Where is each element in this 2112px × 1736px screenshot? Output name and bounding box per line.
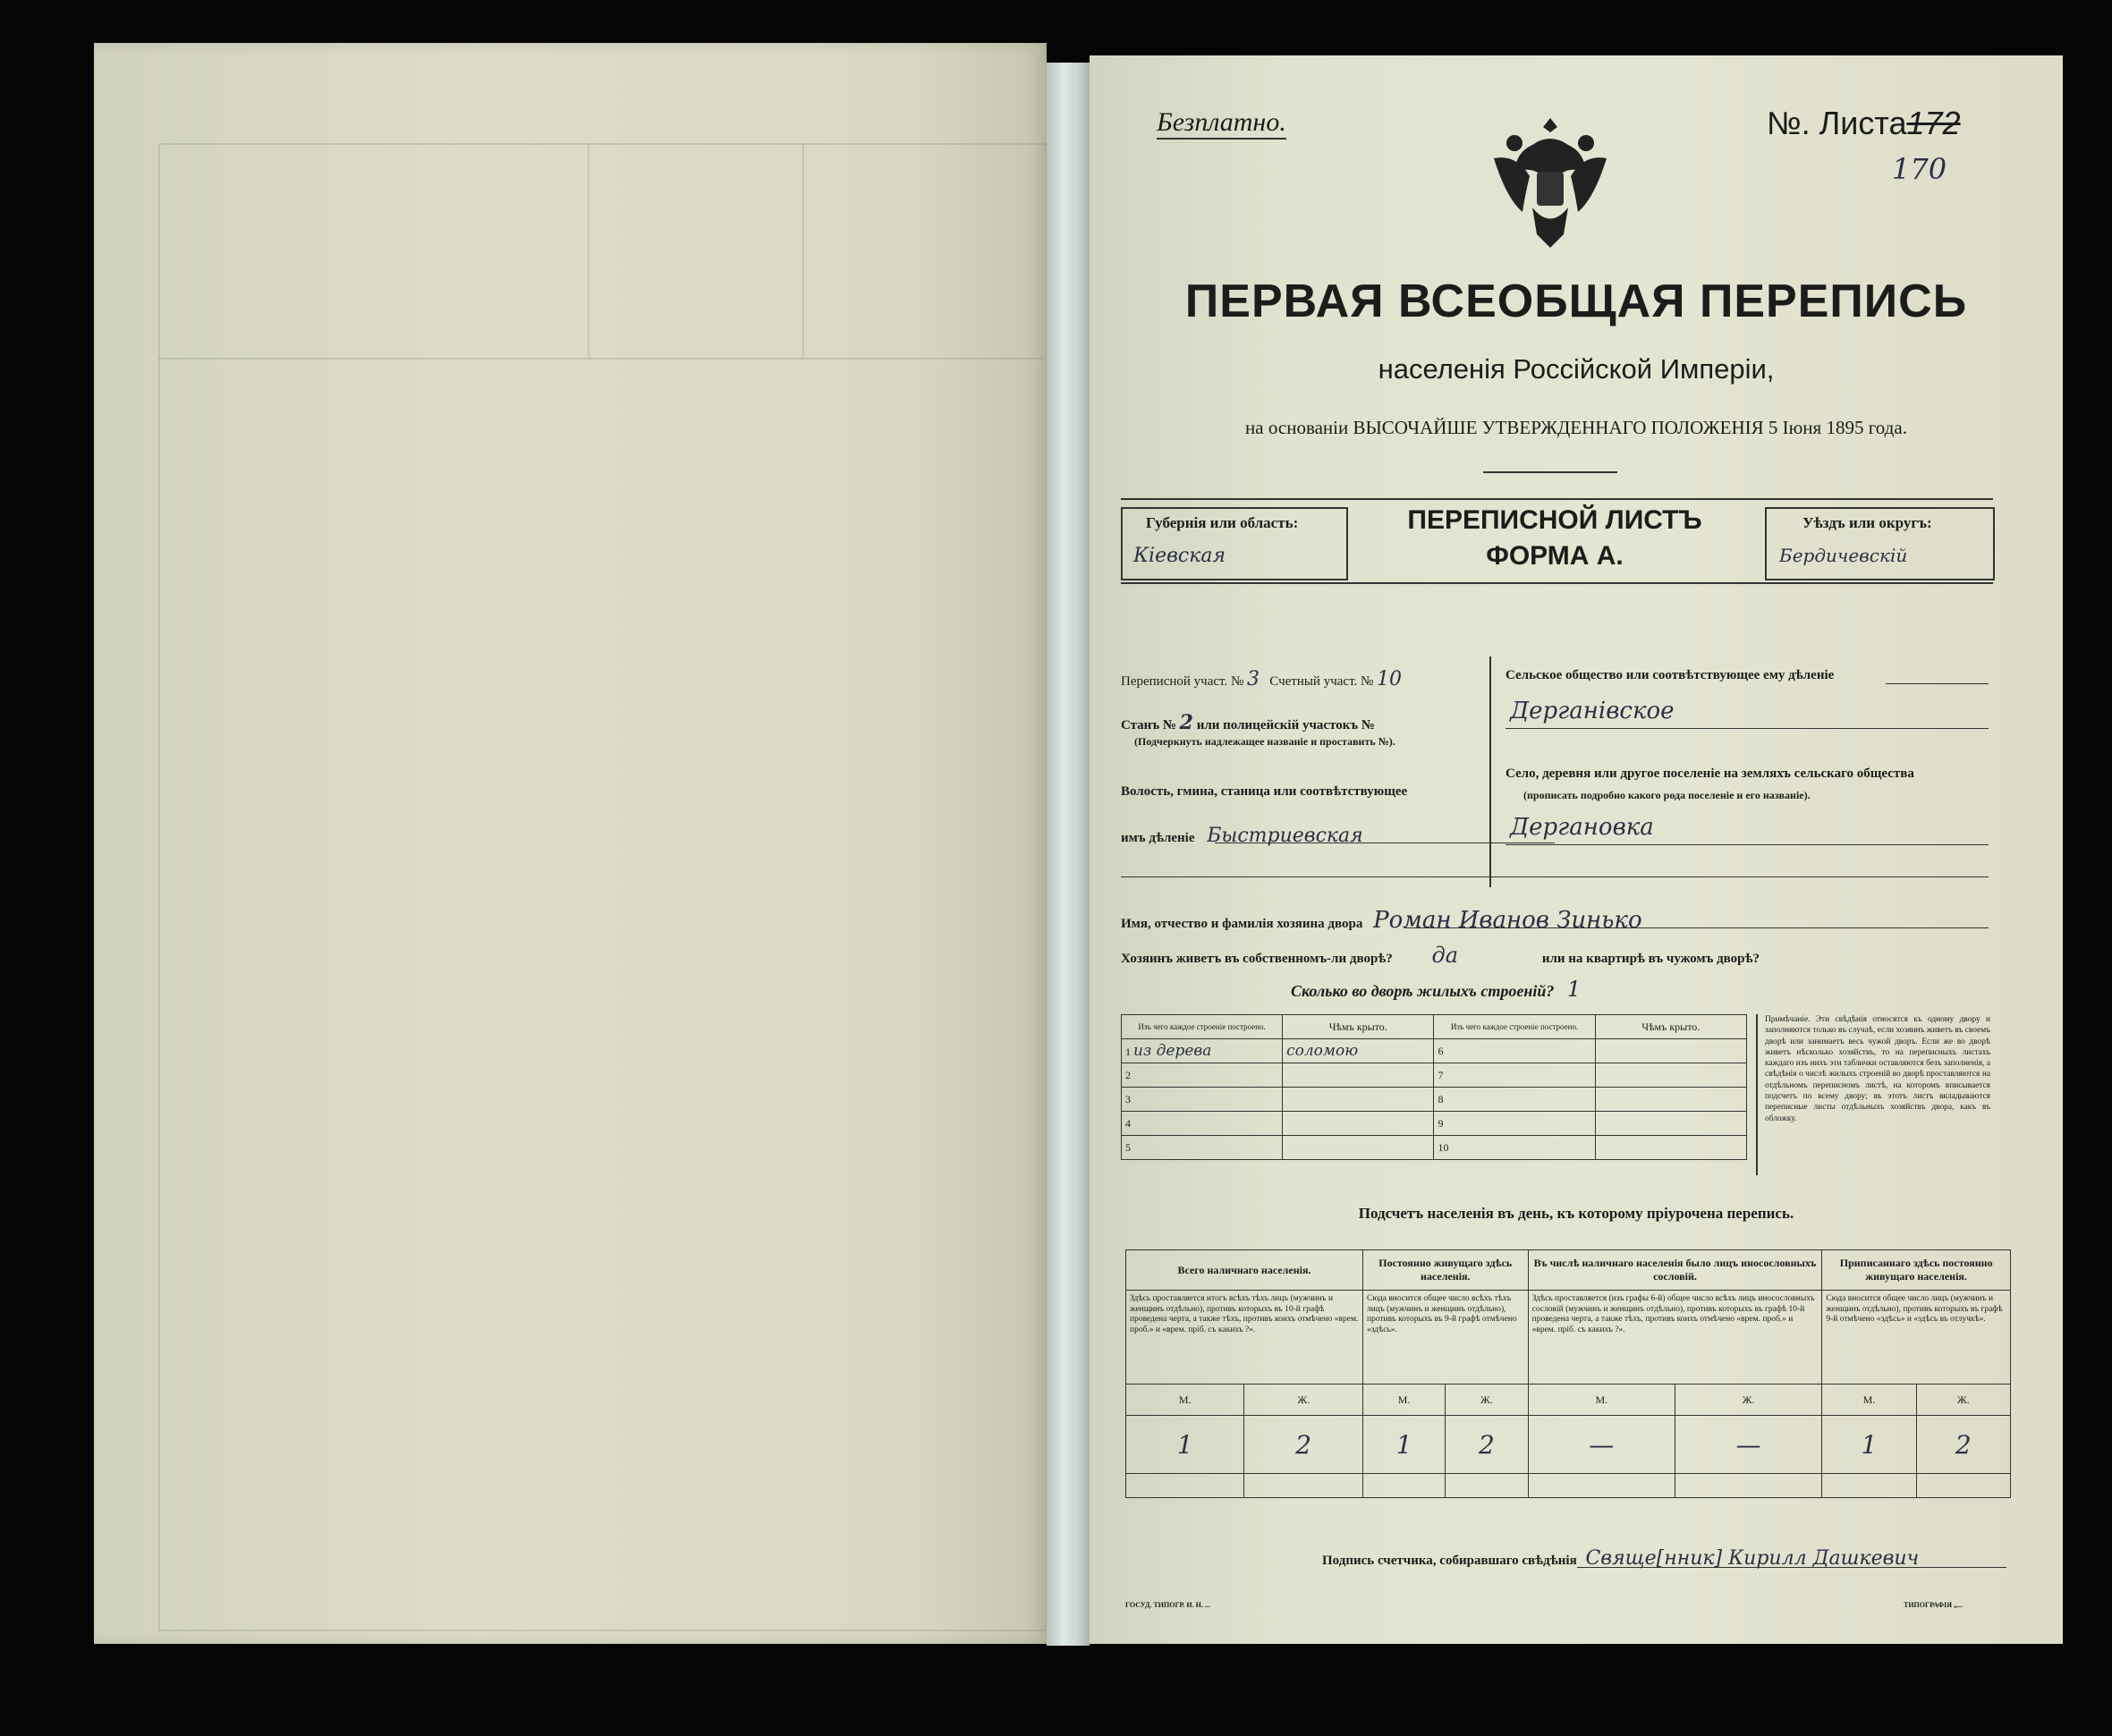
district-box bbox=[1765, 507, 1995, 580]
ghost-column bbox=[802, 143, 804, 358]
row-cell bbox=[1434, 1063, 1595, 1088]
summary-empty-cell bbox=[1126, 1474, 1244, 1498]
material-value: из дерева bbox=[1133, 1042, 1212, 1060]
summary-col-header: Всего наличнаго населенія. bbox=[1126, 1250, 1363, 1291]
district-value: Бердичевскій bbox=[1779, 545, 1908, 566]
roof-cell bbox=[1595, 1039, 1746, 1063]
roof-cell bbox=[1595, 1088, 1746, 1112]
roof-cell bbox=[1283, 1112, 1434, 1136]
stan-field bbox=[1121, 711, 1375, 734]
summary-value: 1 bbox=[1126, 1416, 1244, 1474]
female-label: Ж. bbox=[1446, 1385, 1528, 1416]
summary-empty-cell bbox=[1362, 1474, 1445, 1498]
owner-value: Роман Иванов Зинько bbox=[1373, 907, 1642, 934]
village-value-line bbox=[1506, 844, 1989, 845]
male-label: М. bbox=[1362, 1385, 1445, 1416]
ghost-column bbox=[588, 143, 589, 358]
female-label: Ж. bbox=[1244, 1385, 1362, 1416]
summary-empty-cell bbox=[1916, 1474, 2010, 1498]
buildings-table bbox=[1121, 1014, 1747, 1160]
roof-cell bbox=[1283, 1136, 1434, 1160]
province-box bbox=[1121, 507, 1348, 580]
summary-header-row bbox=[1126, 1250, 2011, 1291]
sheet-number-text: №. Листа bbox=[1767, 105, 1907, 141]
summary-col-header: Приписаннаго здѣсь постоянно живущаго населенія. bbox=[1822, 1250, 2011, 1291]
table-row bbox=[1122, 1088, 1747, 1112]
signature-underline bbox=[1577, 1567, 2006, 1568]
table-row bbox=[1122, 1039, 1747, 1063]
roof-cell bbox=[1595, 1136, 1746, 1160]
summary-value: 1 bbox=[1822, 1416, 1916, 1474]
row-number: 6 bbox=[1438, 1044, 1444, 1057]
summary-empty-cell bbox=[1675, 1474, 1821, 1498]
society-value-line bbox=[1506, 728, 1989, 729]
counting-section-label: Счетный участ. № bbox=[1269, 674, 1374, 689]
society-value: Дерганівское bbox=[1510, 698, 1675, 724]
roof-cell bbox=[1595, 1063, 1746, 1088]
summary-value: — bbox=[1675, 1416, 1821, 1474]
summary-empty-cell bbox=[1244, 1474, 1362, 1498]
summary-title: Подсчетъ населенія въ день, къ которому пріурочена перепись. bbox=[1358, 1205, 1794, 1222]
village-label: Село, деревня или другое поселеніе на земляхъ сельскаго общества bbox=[1506, 766, 1914, 781]
society-underline bbox=[1886, 683, 1989, 684]
row-number: 10 bbox=[1438, 1140, 1449, 1154]
summary-value: — bbox=[1528, 1416, 1675, 1474]
roof-cell bbox=[1283, 1088, 1434, 1112]
province-value: Кіевская bbox=[1133, 545, 1226, 567]
summary-col-header: Постоянно живущаго здѣсь населенія. bbox=[1362, 1250, 1528, 1291]
table-row bbox=[1122, 1112, 1747, 1136]
own-house-label: Хозяинъ живетъ въ собственномъ-ли дворѣ? bbox=[1121, 952, 1393, 966]
rent-label: или на квартирѣ въ чужомъ дворѣ? bbox=[1541, 952, 1760, 966]
summary-value: 2 bbox=[1446, 1416, 1528, 1474]
district-label: Уѣздъ или округъ: bbox=[1802, 514, 1932, 531]
buildings-label: Сколько во дворѣ жилыхъ строеній? bbox=[1291, 982, 1555, 1000]
buildings-field bbox=[1291, 977, 1581, 1002]
row-number: 3 bbox=[1125, 1092, 1131, 1105]
stan-value: 2 bbox=[1179, 711, 1193, 734]
roof-cell bbox=[1595, 1112, 1746, 1136]
row-cell bbox=[1122, 1088, 1283, 1112]
sheet-number-handwritten: 170 bbox=[1892, 152, 1947, 186]
society-label: Сельское общество или соотвѣтствующее ему дѣленіе bbox=[1506, 668, 1835, 682]
summary-col-desc: Здѣсь проставляется итогъ всѣхъ тѣхъ лицъ (мужчинъ и женщинъ отдѣльно), противъ которыхъ въ 10-й графѣ проведена черта, а также тѣхъ, противъ коихъ отмѣчено «врем. проб.» и «врем. пріб. съ какихъ ?». bbox=[1126, 1291, 1363, 1385]
row-cell bbox=[1122, 1112, 1283, 1136]
summary-desc-row bbox=[1126, 1291, 2011, 1385]
col-material-2: Изъ чего каждое строеніе построено. bbox=[1434, 1015, 1595, 1039]
row-cell bbox=[1434, 1112, 1595, 1136]
summary-table bbox=[1125, 1249, 2011, 1498]
census-sheet bbox=[1090, 55, 2063, 1644]
female-label: Ж. bbox=[1916, 1385, 2010, 1416]
counting-section-value: 10 bbox=[1377, 668, 1403, 690]
printer-right: ТИПОГРАФІЯ „... bbox=[1904, 1601, 1963, 1609]
row-cell bbox=[1434, 1088, 1595, 1112]
left-page-bleedthrough bbox=[158, 143, 1044, 360]
census-section-label: Переписной участ. № bbox=[1121, 674, 1244, 689]
owner-underline bbox=[1404, 927, 1989, 928]
row-number: 5 bbox=[1125, 1140, 1131, 1154]
summary-col-desc: Здѣсь проставляется (изъ графы 6-й) общее число всѣхъ лицъ иносословныхъ сословій (мужчинъ и женщинъ отдѣльно), противъ которыхъ въ графѣ 10-й проведена черта, а также тѣхъ, противъ коихъ отмѣчено «врем. проб.» и «врем. пріб. съ какихъ ?». bbox=[1528, 1291, 1822, 1385]
owner-label: Имя, отчество и фамилія хозяина двора bbox=[1121, 917, 1363, 931]
province-label: Губернія или область: bbox=[1146, 514, 1299, 531]
table-row bbox=[1122, 1136, 1747, 1160]
roof-cell bbox=[1283, 1063, 1434, 1088]
volost-label: Волость, гмина, станица или соотвѣтствующее bbox=[1121, 784, 1408, 799]
roof-value: соломою bbox=[1286, 1042, 1359, 1060]
stan-note: (Подчеркнуть надлежащее названіе и проставить №). bbox=[1134, 735, 1395, 748]
signature-value: Свяще[нник] Кирилл Дашкевич bbox=[1585, 1547, 1920, 1570]
owner-field bbox=[1121, 907, 1642, 934]
row-cell bbox=[1434, 1136, 1595, 1160]
book-spine bbox=[1047, 63, 1090, 1646]
volost-value: Быстриевская bbox=[1207, 825, 1363, 847]
summary-value: 2 bbox=[1244, 1416, 1362, 1474]
row-cell bbox=[1122, 1063, 1283, 1088]
note-text: Примѣчаніе. Эти свѣдѣнія относятся къ одному двору и заполняются только въ случаѣ, если хозяинъ живетъ въ своемъ дворѣ или занимаетъ весь чужой дворъ. Если же во дворѣ живетъ нѣсколько хозяйствъ, то на переписныхъ листахъ каждаго изъ нихъ эти таблички оставляются безъ заполненія, а свѣдѣнія о числѣ жилыхъ строеній во дворѣ проставляются на отдѣльномъ переписномъ листѣ, на которомъ вписывается подсчетъ по всему двору; въ этотъ листъ вкладываются переписные листы отдѣльныхъ хозяйствъ двора, какъ въ обложку. bbox=[1756, 1014, 1990, 1175]
table-header-row bbox=[1122, 1015, 1747, 1039]
summary-col-header: Въ числѣ наличнаго населенія было лицъ иносословныхъ сословій. bbox=[1528, 1250, 1822, 1291]
census-section-field bbox=[1121, 668, 1402, 690]
row-number: 4 bbox=[1125, 1116, 1131, 1130]
left-page-frame bbox=[158, 143, 1048, 1631]
village-value: Дергановка bbox=[1510, 814, 1654, 841]
column-divider bbox=[1489, 656, 1491, 887]
buildings-value: 1 bbox=[1566, 977, 1582, 1002]
row-number: 7 bbox=[1438, 1068, 1444, 1081]
male-label: М. bbox=[1528, 1385, 1675, 1416]
summary-mf-row bbox=[1126, 1385, 2011, 1416]
sheet-title: ПЕРЕПИСНОЙ ЛИСТЪ bbox=[1407, 505, 1702, 535]
row-cell bbox=[1122, 1039, 1283, 1063]
form-label: ФОРМА А. bbox=[1486, 541, 1624, 571]
roof-cell bbox=[1283, 1039, 1434, 1063]
summary-value: 2 bbox=[1916, 1416, 2010, 1474]
village-note: (прописать подробно какого рода поселеніе и его названіе). bbox=[1523, 789, 1811, 801]
col-material: Изъ чего каждое строеніе построено. bbox=[1122, 1015, 1283, 1039]
stan-label: Станъ № bbox=[1121, 718, 1176, 733]
summary-empty-cell bbox=[1528, 1474, 1675, 1498]
row-number: 8 bbox=[1438, 1092, 1444, 1105]
volost-label2: имъ дѣленіе bbox=[1121, 831, 1195, 845]
summary-col-desc: Сюда вносится общее число лицъ (мужчинъ и женщинъ отдѣльно), противъ которыхъ въ графѣ 9-й отмѣчено «здѣсь» и «здѣсь въ отлучкѣ». bbox=[1822, 1291, 2011, 1385]
signature-label: Подпись счетчика, собиравшаго свѣдѣнія bbox=[1322, 1554, 1577, 1568]
form-header-box bbox=[1121, 498, 1993, 584]
left-page bbox=[94, 43, 1047, 1644]
sheet-number-label bbox=[1767, 105, 1961, 142]
female-label: Ж. bbox=[1675, 1385, 1821, 1416]
summary-value: 1 bbox=[1362, 1416, 1445, 1474]
subtitle: населенія Россійской Имперіи, bbox=[1378, 353, 1775, 385]
own-house-value: да bbox=[1431, 943, 1459, 968]
row-cell bbox=[1434, 1039, 1595, 1063]
summary-empty-cell bbox=[1446, 1474, 1528, 1498]
printer-left: ГОСУД. ТИПОГР. И. Н. ... bbox=[1125, 1601, 1210, 1609]
col-roof: Чѣмъ крыто. bbox=[1283, 1015, 1434, 1039]
summary-empty-row bbox=[1126, 1474, 2011, 1498]
double-headed-eagle-icon bbox=[1483, 109, 1617, 252]
male-label: М. bbox=[1822, 1385, 1916, 1416]
sheet-number-crossed: 172 bbox=[1906, 105, 1961, 141]
row-cell bbox=[1122, 1136, 1283, 1160]
free-label: Безплатно. bbox=[1157, 107, 1286, 140]
stan-rest: или полицейскій участокъ № bbox=[1196, 718, 1375, 733]
basis-line: на основаніи ВЫСОЧАЙШЕ УТВЕРЖДЕННАГО ПОЛОЖЕНІЯ 5 Іюня 1895 года. bbox=[1245, 417, 1907, 438]
male-label: М. bbox=[1126, 1385, 1244, 1416]
own-house-field bbox=[1121, 943, 1760, 968]
census-section-value: 3 bbox=[1247, 668, 1260, 690]
volost-field bbox=[1121, 825, 1363, 847]
ornament-divider bbox=[1483, 471, 1617, 473]
summary-col-desc: Сюда вносится общее число всѣхъ тѣхъ лицъ (мужчинъ и женщинъ отдѣльно), противъ которыхъ въ 9-й графѣ отмѣчено «здѣсь». bbox=[1362, 1291, 1528, 1385]
village-extra-line bbox=[1506, 876, 1989, 877]
summary-values-row bbox=[1126, 1416, 2011, 1474]
main-title: ПЕРВАЯ ВСЕОБЩАЯ ПЕРЕПИСЬ bbox=[1184, 275, 1968, 327]
row-number: 9 bbox=[1438, 1116, 1444, 1130]
summary-empty-cell bbox=[1822, 1474, 1916, 1498]
col-roof-2: Чѣмъ крыто. bbox=[1595, 1015, 1746, 1039]
row-number: 2 bbox=[1125, 1068, 1131, 1081]
table-row bbox=[1122, 1063, 1747, 1088]
row-number: 1 bbox=[1125, 1046, 1131, 1058]
